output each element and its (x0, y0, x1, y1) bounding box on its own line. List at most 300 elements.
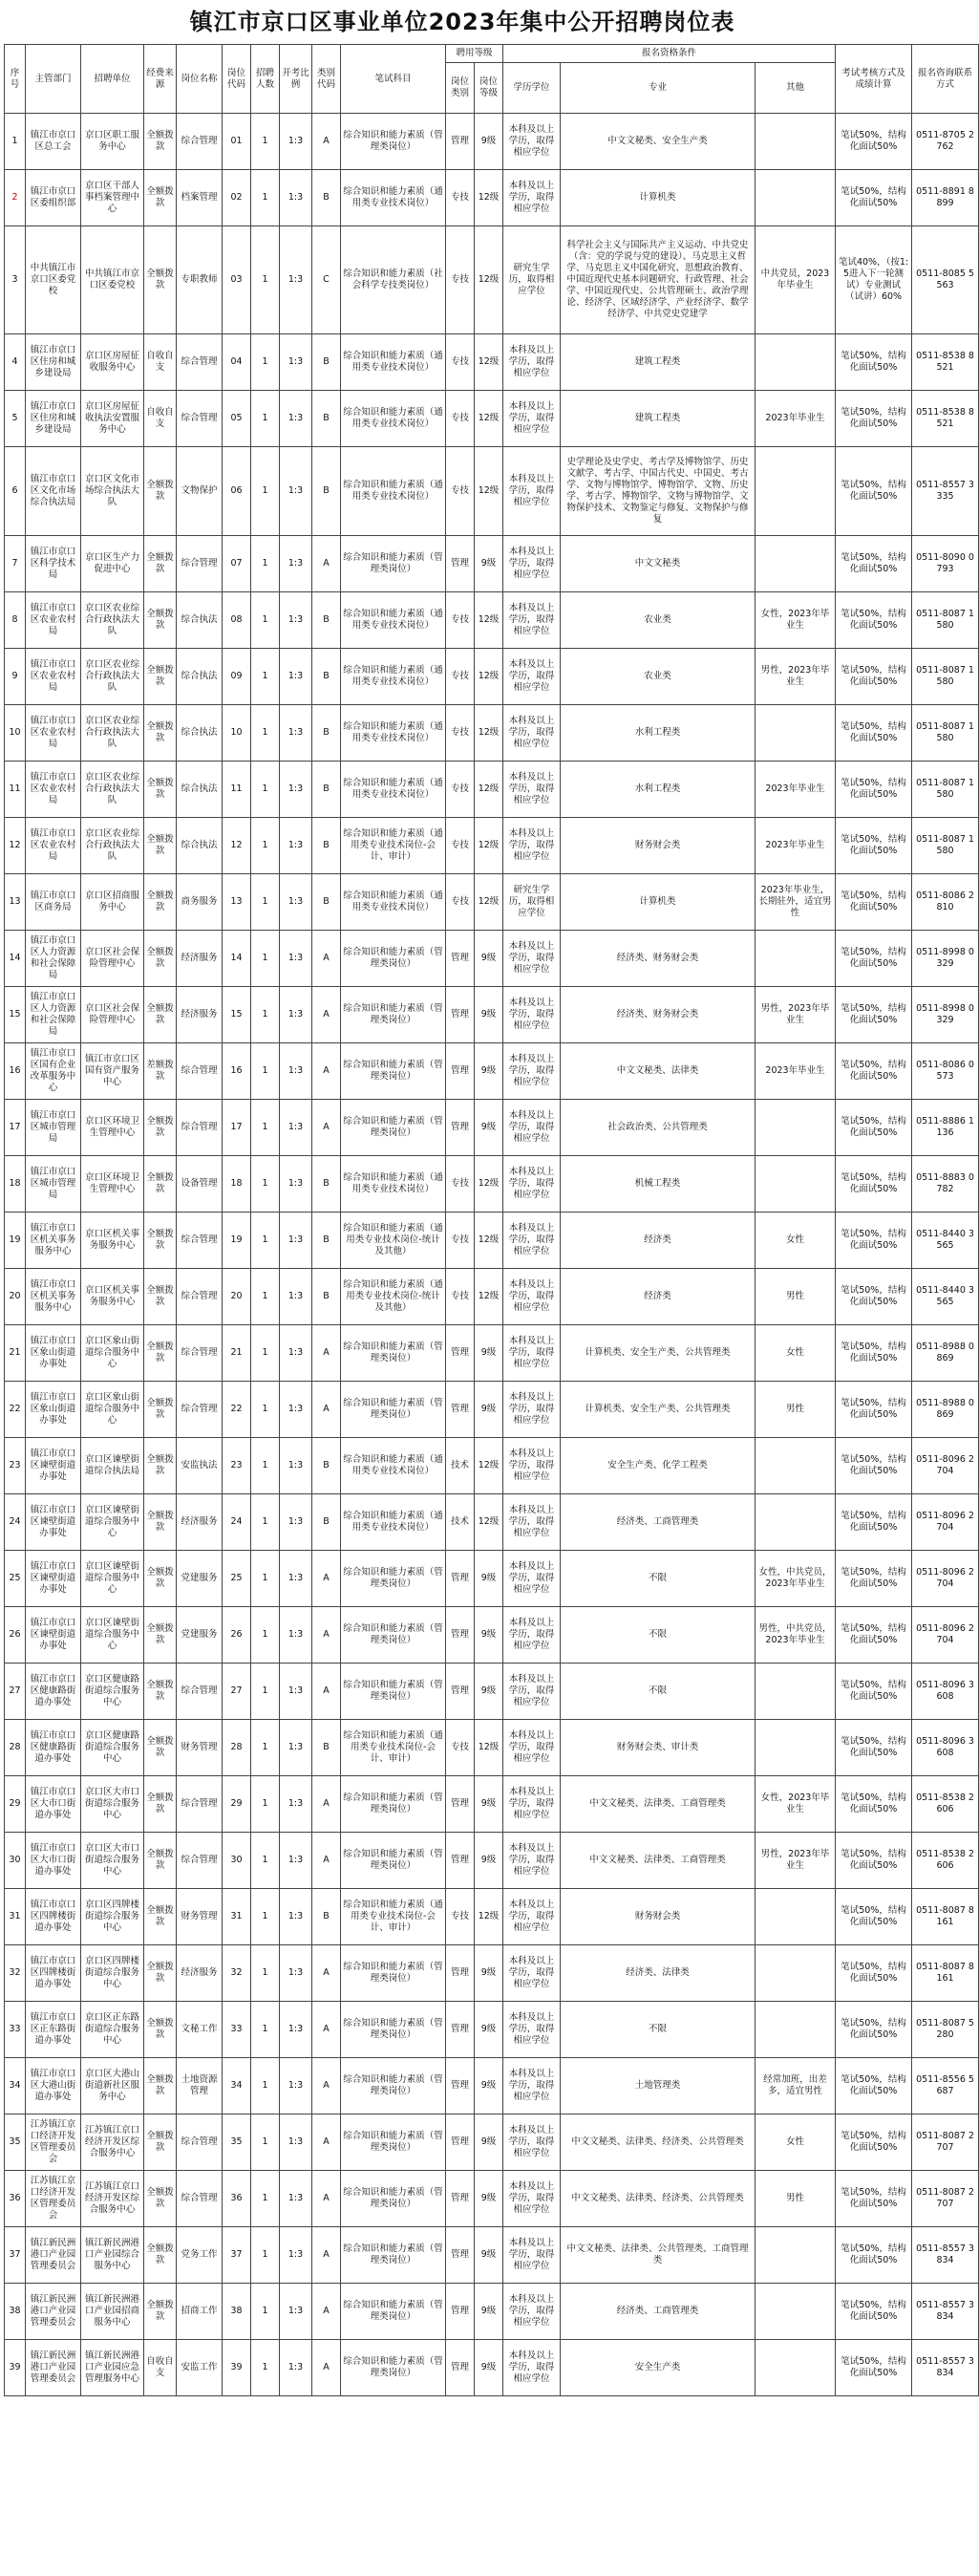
cell-major: 计算机类 (561, 170, 756, 226)
cell-code: 21 (223, 1325, 251, 1382)
recruitment-table (4, 44, 979, 2396)
cell-exam: 综合知识和能力素质（管理类岗位） (341, 1382, 446, 1438)
table-row (5, 818, 979, 874)
cell-exam: 综合知识和能力素质（管理类岗位） (341, 2227, 446, 2284)
cell-post: 综合管理 (177, 1325, 223, 1382)
cell-funding: 全额拨款 (144, 2171, 177, 2227)
header-seq: 序号 (5, 45, 26, 114)
cell-unit: 江苏镇江京口经济开发区综合服务中心 (81, 2114, 144, 2171)
cell-post-level: 9级 (475, 1607, 503, 1664)
cell-seq: 18 (5, 1156, 26, 1213)
header-exam: 笔试科目 (341, 45, 446, 114)
cell-edu: 本科及以上学历，取得相应学位 (503, 1494, 561, 1551)
cell-edu: 本科及以上学历，取得相应学位 (503, 762, 561, 818)
cell-edu: 本科及以上学历，取得相应学位 (503, 1833, 561, 1889)
cell-ratio: 1:3 (280, 818, 312, 874)
cell-post: 综合管理 (177, 1043, 223, 1100)
cell-contact: 0511-8883 0782 (912, 1156, 979, 1213)
cell-dept: 镇江市京口区住房和城乡建设局 (26, 391, 81, 447)
cell-ratio: 1:3 (280, 2284, 312, 2340)
cell-edu: 本科及以上学历，取得相应学位 (503, 705, 561, 762)
cell-exam: 综合知识和能力素质（管理类岗位） (341, 1945, 446, 2002)
cell-num: 1 (251, 114, 280, 170)
cell-edu: 本科及以上学历，取得相应学位 (503, 2114, 561, 2171)
cell-dept: 镇江新民洲港口产业园管理委员会 (26, 2227, 81, 2284)
cell-exam: 综合知识和能力素质（管理类岗位） (341, 2171, 446, 2227)
cell-num: 1 (251, 536, 280, 592)
cell-funding: 全额拨款 (144, 2114, 177, 2171)
cell-contact: 0511-8988 0869 (912, 1382, 979, 1438)
table-row (5, 705, 979, 762)
cell-seq: 26 (5, 1607, 26, 1664)
cell-contact: 0511-8891 8899 (912, 170, 979, 226)
cell-seq: 28 (5, 1720, 26, 1776)
cell-code: 16 (223, 1043, 251, 1100)
cell-other (756, 705, 836, 762)
cell-ratio: 1:3 (280, 1776, 312, 1833)
cell-exam: 综合知识和能力素质（管理类岗位） (341, 931, 446, 987)
cell-dept: 镇江市京口区农业农村局 (26, 705, 81, 762)
cell-dept: 镇江市京口区机关事务服务中心 (26, 1213, 81, 1269)
cell-code: 11 (223, 762, 251, 818)
cell-category: A (312, 2058, 341, 2114)
cell-dept: 镇江市京口区象山街道办事处 (26, 1382, 81, 1438)
cell-edu: 本科及以上学历，取得相应学位 (503, 2002, 561, 2058)
cell-contact: 0511-8087 1580 (912, 649, 979, 705)
cell-category: A (312, 2340, 341, 2396)
cell-seq: 37 (5, 2227, 26, 2284)
cell-post-type: 专技 (446, 1720, 475, 1776)
cell-post-type: 管理 (446, 2284, 475, 2340)
cell-num: 1 (251, 1269, 280, 1325)
cell-num: 1 (251, 1607, 280, 1664)
table-row (5, 1382, 979, 1438)
cell-category: A (312, 2227, 341, 2284)
cell-method: 笔试50%，结构化面试50% (836, 592, 912, 649)
cell-contact: 0511-8557 3834 (912, 2284, 979, 2340)
cell-edu: 本科及以上学历，取得相应学位 (503, 1156, 561, 1213)
cell-exam: 综合知识和能力素质（通用类专业技术岗位） (341, 874, 446, 931)
cell-contact: 0511-8096 2704 (912, 1438, 979, 1494)
cell-method: 笔试50%，结构化面试50% (836, 1325, 912, 1382)
cell-funding: 全额拨款 (144, 2002, 177, 2058)
cell-post: 党建服务 (177, 1551, 223, 1607)
cell-post: 财务管理 (177, 1720, 223, 1776)
cell-contact: 0511-8096 2704 (912, 1607, 979, 1664)
cell-seq: 11 (5, 762, 26, 818)
cell-seq: 1 (5, 114, 26, 170)
table-body (5, 114, 979, 2396)
cell-dept: 镇江市京口区谏壁街道办事处 (26, 1551, 81, 1607)
cell-seq: 32 (5, 1945, 26, 2002)
cell-unit: 京口区正东路街道综合服务中心 (81, 2002, 144, 2058)
cell-other: 女性，中共党员，2023年毕业生 (756, 1551, 836, 1607)
cell-category: A (312, 987, 341, 1043)
cell-post-type: 管理 (446, 1551, 475, 1607)
cell-exam: 综合知识和能力素质（管理类岗位） (341, 2340, 446, 2396)
cell-post: 设备管理 (177, 1156, 223, 1213)
cell-method: 笔试50%，结构化面试50% (836, 1043, 912, 1100)
table-row (5, 1213, 979, 1269)
cell-edu: 本科及以上学历，取得相应学位 (503, 1269, 561, 1325)
cell-method: 笔试50%，结构化面试50% (836, 2114, 912, 2171)
cell-post: 综合管理 (177, 114, 223, 170)
header-level-group: 聘用等级 (446, 45, 503, 63)
header-funding: 经费来源 (144, 45, 177, 114)
cell-method: 笔试50%，结构化面试50% (836, 762, 912, 818)
cell-post: 综合执法 (177, 705, 223, 762)
cell-funding: 全额拨款 (144, 987, 177, 1043)
cell-method: 笔试50%，结构化面试50% (836, 1269, 912, 1325)
cell-post-level: 9级 (475, 1325, 503, 1382)
cell-post: 文物保护 (177, 447, 223, 536)
table-row (5, 1494, 979, 1551)
cell-edu: 本科及以上学历，取得相应学位 (503, 391, 561, 447)
cell-code: 02 (223, 170, 251, 226)
table-row (5, 391, 979, 447)
cell-category: A (312, 1664, 341, 1720)
cell-other (756, 1664, 836, 1720)
cell-category: B (312, 447, 341, 536)
cell-post-type: 管理 (446, 1325, 475, 1382)
cell-contact: 0511-8705 2762 (912, 114, 979, 170)
cell-ratio: 1:3 (280, 1382, 312, 1438)
cell-edu: 本科及以上学历，取得相应学位 (503, 1720, 561, 1776)
cell-post-level: 12级 (475, 1889, 503, 1945)
cell-unit: 京口区四牌楼街道综合服务中心 (81, 1945, 144, 2002)
cell-funding: 全额拨款 (144, 1269, 177, 1325)
cell-exam: 综合知识和能力素质（通用类专业技术岗位） (341, 705, 446, 762)
cell-seq: 23 (5, 1438, 26, 1494)
cell-post: 经济服务 (177, 987, 223, 1043)
cell-code: 09 (223, 649, 251, 705)
cell-dept: 江苏镇江京口经济开发区管理委员会 (26, 2171, 81, 2227)
table-row (5, 2171, 979, 2227)
cell-code: 34 (223, 2058, 251, 2114)
cell-code: 08 (223, 592, 251, 649)
cell-post-type: 专技 (446, 649, 475, 705)
cell-seq: 16 (5, 1043, 26, 1100)
cell-seq: 34 (5, 2058, 26, 2114)
cell-post-type: 管理 (446, 1776, 475, 1833)
cell-num: 1 (251, 2340, 280, 2396)
cell-other: 男性 (756, 1382, 836, 1438)
cell-exam: 综合知识和能力素质（管理类岗位） (341, 1664, 446, 1720)
cell-method: 笔试50%，结构化面试50% (836, 1889, 912, 1945)
cell-other: 男性 (756, 2171, 836, 2227)
cell-post-level: 9级 (475, 2227, 503, 2284)
cell-ratio: 1:3 (280, 536, 312, 592)
cell-method: 笔试50%，结构化面试50% (836, 1551, 912, 1607)
cell-funding: 自收自支 (144, 334, 177, 391)
cell-method: 笔试50%，结构化面试50% (836, 1156, 912, 1213)
cell-ratio: 1:3 (280, 1720, 312, 1776)
cell-category: B (312, 592, 341, 649)
table-row (5, 2227, 979, 2284)
cell-post-level: 12级 (475, 1213, 503, 1269)
cell-unit: 京口区社会保险管理中心 (81, 931, 144, 987)
cell-ratio: 1:3 (280, 1438, 312, 1494)
cell-major: 土地管理类 (561, 2058, 756, 2114)
cell-num: 1 (251, 1382, 280, 1438)
cell-method: 笔试50%，结构化面试50% (836, 1100, 912, 1156)
cell-other (756, 1438, 836, 1494)
cell-post-type: 专技 (446, 762, 475, 818)
table-row (5, 1889, 979, 1945)
cell-exam: 综合知识和能力素质（管理类岗位） (341, 1100, 446, 1156)
cell-post-level: 12级 (475, 705, 503, 762)
cell-contact: 0511-8087 2707 (912, 2114, 979, 2171)
cell-major: 计算机类 (561, 874, 756, 931)
cell-funding: 全额拨款 (144, 1382, 177, 1438)
cell-other: 女性，2023年毕业生 (756, 592, 836, 649)
header-method: 考试考核方式及成绩计算 (836, 45, 912, 114)
cell-post: 商务服务 (177, 874, 223, 931)
cell-unit: 京口区职工服务中心 (81, 114, 144, 170)
cell-contact: 0511-8988 0869 (912, 1325, 979, 1382)
cell-ratio: 1:3 (280, 226, 312, 334)
cell-seq: 39 (5, 2340, 26, 2396)
cell-ratio: 1:3 (280, 1100, 312, 1156)
cell-major: 中文文秘类、安全生产类 (561, 114, 756, 170)
cell-post: 综合管理 (177, 1382, 223, 1438)
cell-major: 经济类 (561, 1213, 756, 1269)
cell-contact: 0511-8087 1580 (912, 818, 979, 874)
cell-post-level: 12级 (475, 391, 503, 447)
table-row (5, 931, 979, 987)
table-row (5, 1269, 979, 1325)
cell-exam: 综合知识和能力素质（通用类专业技术岗位） (341, 762, 446, 818)
cell-seq: 20 (5, 1269, 26, 1325)
cell-dept: 镇江市京口区农业农村局 (26, 762, 81, 818)
cell-num: 1 (251, 1438, 280, 1494)
cell-unit: 京口区健康路街道综合服务中心 (81, 1720, 144, 1776)
cell-ratio: 1:3 (280, 1213, 312, 1269)
cell-post: 综合管理 (177, 1100, 223, 1156)
cell-seq: 21 (5, 1325, 26, 1382)
cell-dept: 镇江市京口区文化市场综合执法局 (26, 447, 81, 536)
cell-dept: 镇江市京口区大市口街道办事处 (26, 1776, 81, 1833)
cell-category: A (312, 1945, 341, 2002)
cell-edu: 本科及以上学历，取得相应学位 (503, 1382, 561, 1438)
cell-funding: 全额拨款 (144, 1100, 177, 1156)
cell-ratio: 1:3 (280, 114, 312, 170)
table-row (5, 1100, 979, 1156)
cell-major: 经济类、工商管理类 (561, 2284, 756, 2340)
cell-category: B (312, 649, 341, 705)
cell-edu: 研究生学历，取得相应学位 (503, 226, 561, 334)
cell-exam: 综合知识和能力素质（管理类岗位） (341, 2002, 446, 2058)
cell-code: 15 (223, 987, 251, 1043)
cell-category: A (312, 1607, 341, 1664)
cell-major: 计算机类、安全生产类、公共管理类 (561, 1382, 756, 1438)
cell-unit: 镇江市京口区国有资产服务中心 (81, 1043, 144, 1100)
cell-dept: 镇江市京口区谏壁街道办事处 (26, 1607, 81, 1664)
cell-ratio: 1:3 (280, 1551, 312, 1607)
cell-contact: 0511-8440 3565 (912, 1213, 979, 1269)
cell-category: A (312, 1776, 341, 1833)
cell-other (756, 1156, 836, 1213)
cell-ratio: 1:3 (280, 1494, 312, 1551)
cell-post: 土地资源管理 (177, 2058, 223, 2114)
cell-category: B (312, 1438, 341, 1494)
cell-method: 笔试50%，结构化面试50% (836, 2002, 912, 2058)
cell-dept: 镇江市京口区国有企业改革服务中心 (26, 1043, 81, 1100)
cell-post: 综合执法 (177, 818, 223, 874)
cell-post-type: 管理 (446, 1833, 475, 1889)
cell-dept: 镇江市京口区总工会 (26, 114, 81, 170)
cell-post: 安监工作 (177, 2340, 223, 2396)
cell-exam: 综合知识和能力素质（管理类岗位） (341, 2058, 446, 2114)
cell-method: 笔试50%，结构化面试50% (836, 1607, 912, 1664)
cell-post-type: 专技 (446, 447, 475, 536)
table-row (5, 592, 979, 649)
cell-unit: 京口区房屋征收服务中心 (81, 334, 144, 391)
header-dept: 主管部门 (26, 45, 81, 114)
cell-contact: 0511-8096 2704 (912, 1551, 979, 1607)
cell-seq: 7 (5, 536, 26, 592)
cell-unit: 京口区象山街道综合服务中心 (81, 1325, 144, 1382)
cell-seq: 38 (5, 2284, 26, 2340)
cell-post: 党建服务 (177, 1607, 223, 1664)
cell-seq: 36 (5, 2171, 26, 2227)
cell-unit: 京口区大港山街道新社区服务中心 (81, 2058, 144, 2114)
cell-other (756, 931, 836, 987)
cell-post-level: 9级 (475, 1833, 503, 1889)
cell-edu: 本科及以上学历，取得相应学位 (503, 2227, 561, 2284)
cell-num: 1 (251, 762, 280, 818)
cell-code: 22 (223, 1382, 251, 1438)
cell-method: 笔试50%，结构化面试50% (836, 2171, 912, 2227)
cell-post: 专职教师 (177, 226, 223, 334)
cell-seq: 31 (5, 1889, 26, 1945)
cell-code: 35 (223, 2114, 251, 2171)
cell-category: A (312, 114, 341, 170)
cell-other: 2023年毕业生 (756, 818, 836, 874)
cell-major: 水利工程类 (561, 705, 756, 762)
cell-unit: 京口区大市口街道综合服务中心 (81, 1776, 144, 1833)
cell-post-type: 管理 (446, 1382, 475, 1438)
cell-post-type: 管理 (446, 2171, 475, 2227)
cell-edu: 本科及以上学历，取得相应学位 (503, 2284, 561, 2340)
cell-major: 中文文秘类、法律类、工商管理类 (561, 1833, 756, 1889)
cell-category: A (312, 1833, 341, 1889)
cell-num: 1 (251, 226, 280, 334)
cell-ratio: 1:3 (280, 2114, 312, 2171)
cell-num: 1 (251, 391, 280, 447)
cell-category: A (312, 2171, 341, 2227)
cell-exam: 综合知识和能力素质（管理类岗位） (341, 987, 446, 1043)
cell-dept: 镇江市京口区农业农村局 (26, 649, 81, 705)
cell-other: 经常加班，出差多，适宜男性 (756, 2058, 836, 2114)
cell-post-level: 9级 (475, 2058, 503, 2114)
cell-post-type: 管理 (446, 2058, 475, 2114)
cell-num: 1 (251, 170, 280, 226)
cell-post-type: 管理 (446, 1607, 475, 1664)
cell-post-type: 专技 (446, 1269, 475, 1325)
header-contact: 报名咨询联系方式 (912, 45, 979, 114)
cell-method: 笔试50%，结构化面试50% (836, 2284, 912, 2340)
cell-unit: 镇江新民洲港口产业园招商服务中心 (81, 2284, 144, 2340)
cell-method: 笔试50%，结构化面试50% (836, 447, 912, 536)
cell-post-type: 管理 (446, 2002, 475, 2058)
cell-exam: 综合知识和能力素质（通用类专业技术岗位） (341, 1494, 446, 1551)
cell-code: 05 (223, 391, 251, 447)
table-row (5, 2284, 979, 2340)
cell-edu: 本科及以上学历，取得相应学位 (503, 1213, 561, 1269)
cell-method: 笔试50%，结构化面试50% (836, 1438, 912, 1494)
cell-ratio: 1:3 (280, 1043, 312, 1100)
cell-exam: 综合知识和能力素质（管理类岗位） (341, 536, 446, 592)
cell-funding: 全额拨款 (144, 226, 177, 334)
cell-post-level: 12级 (475, 226, 503, 334)
cell-ratio: 1:3 (280, 2002, 312, 2058)
cell-ratio: 1:3 (280, 391, 312, 447)
cell-num: 1 (251, 1945, 280, 2002)
cell-post-type: 专技 (446, 1213, 475, 1269)
cell-contact: 0511-8096 2704 (912, 1494, 979, 1551)
cell-category: A (312, 1551, 341, 1607)
cell-ratio: 1:3 (280, 1269, 312, 1325)
cell-ratio: 1:3 (280, 2058, 312, 2114)
cell-unit: 京口区农业综合行政执法大队 (81, 762, 144, 818)
cell-dept: 镇江新民洲港口产业园管理委员会 (26, 2284, 81, 2340)
cell-code: 10 (223, 705, 251, 762)
cell-other: 中共党员，2023年毕业生 (756, 226, 836, 334)
cell-method: 笔试50%，结构化面试50% (836, 1776, 912, 1833)
cell-num: 1 (251, 1551, 280, 1607)
cell-other (756, 334, 836, 391)
cell-method: 笔试50%，结构化面试50% (836, 931, 912, 987)
cell-num: 1 (251, 1664, 280, 1720)
cell-post-level: 12级 (475, 447, 503, 536)
cell-contact: 0511-8086 0573 (912, 1043, 979, 1100)
cell-ratio: 1:3 (280, 1325, 312, 1382)
cell-dept: 镇江市京口区城市管理局 (26, 1100, 81, 1156)
cell-code: 31 (223, 1889, 251, 1945)
cell-post: 经济服务 (177, 931, 223, 987)
cell-major: 财务财会类 (561, 1889, 756, 1945)
cell-num: 1 (251, 447, 280, 536)
cell-post: 文秘工作 (177, 2002, 223, 2058)
table-row (5, 874, 979, 931)
cell-exam: 综合知识和能力素质（管理类岗位） (341, 2114, 446, 2171)
cell-seq: 35 (5, 2114, 26, 2171)
cell-num: 1 (251, 818, 280, 874)
cell-dept: 镇江市京口区健康路街道办事处 (26, 1720, 81, 1776)
cell-post-type: 专技 (446, 334, 475, 391)
cell-post: 经济服务 (177, 1494, 223, 1551)
cell-exam: 综合知识和能力素质（通用类专业技术岗位-统计及其他） (341, 1213, 446, 1269)
cell-post-level: 9级 (475, 2002, 503, 2058)
cell-dept: 镇江市京口区谏壁街道办事处 (26, 1494, 81, 1551)
cell-unit: 江苏镇江京口经济开发区综合服务中心 (81, 2171, 144, 2227)
cell-code: 28 (223, 1720, 251, 1776)
cell-funding: 全额拨款 (144, 1438, 177, 1494)
cell-seq: 12 (5, 818, 26, 874)
cell-method: 笔试50%，结构化面试50% (836, 170, 912, 226)
cell-post-type: 管理 (446, 114, 475, 170)
cell-seq: 5 (5, 391, 26, 447)
cell-other: 2023年毕业生 (756, 1043, 836, 1100)
cell-other (756, 170, 836, 226)
cell-post-level: 9级 (475, 2284, 503, 2340)
cell-contact: 0511-8538 2606 (912, 1833, 979, 1889)
cell-exam: 综合知识和能力素质（管理类岗位） (341, 1833, 446, 1889)
cell-ratio: 1:3 (280, 1945, 312, 2002)
cell-ratio: 1:3 (280, 931, 312, 987)
cell-other: 男性 (756, 1269, 836, 1325)
